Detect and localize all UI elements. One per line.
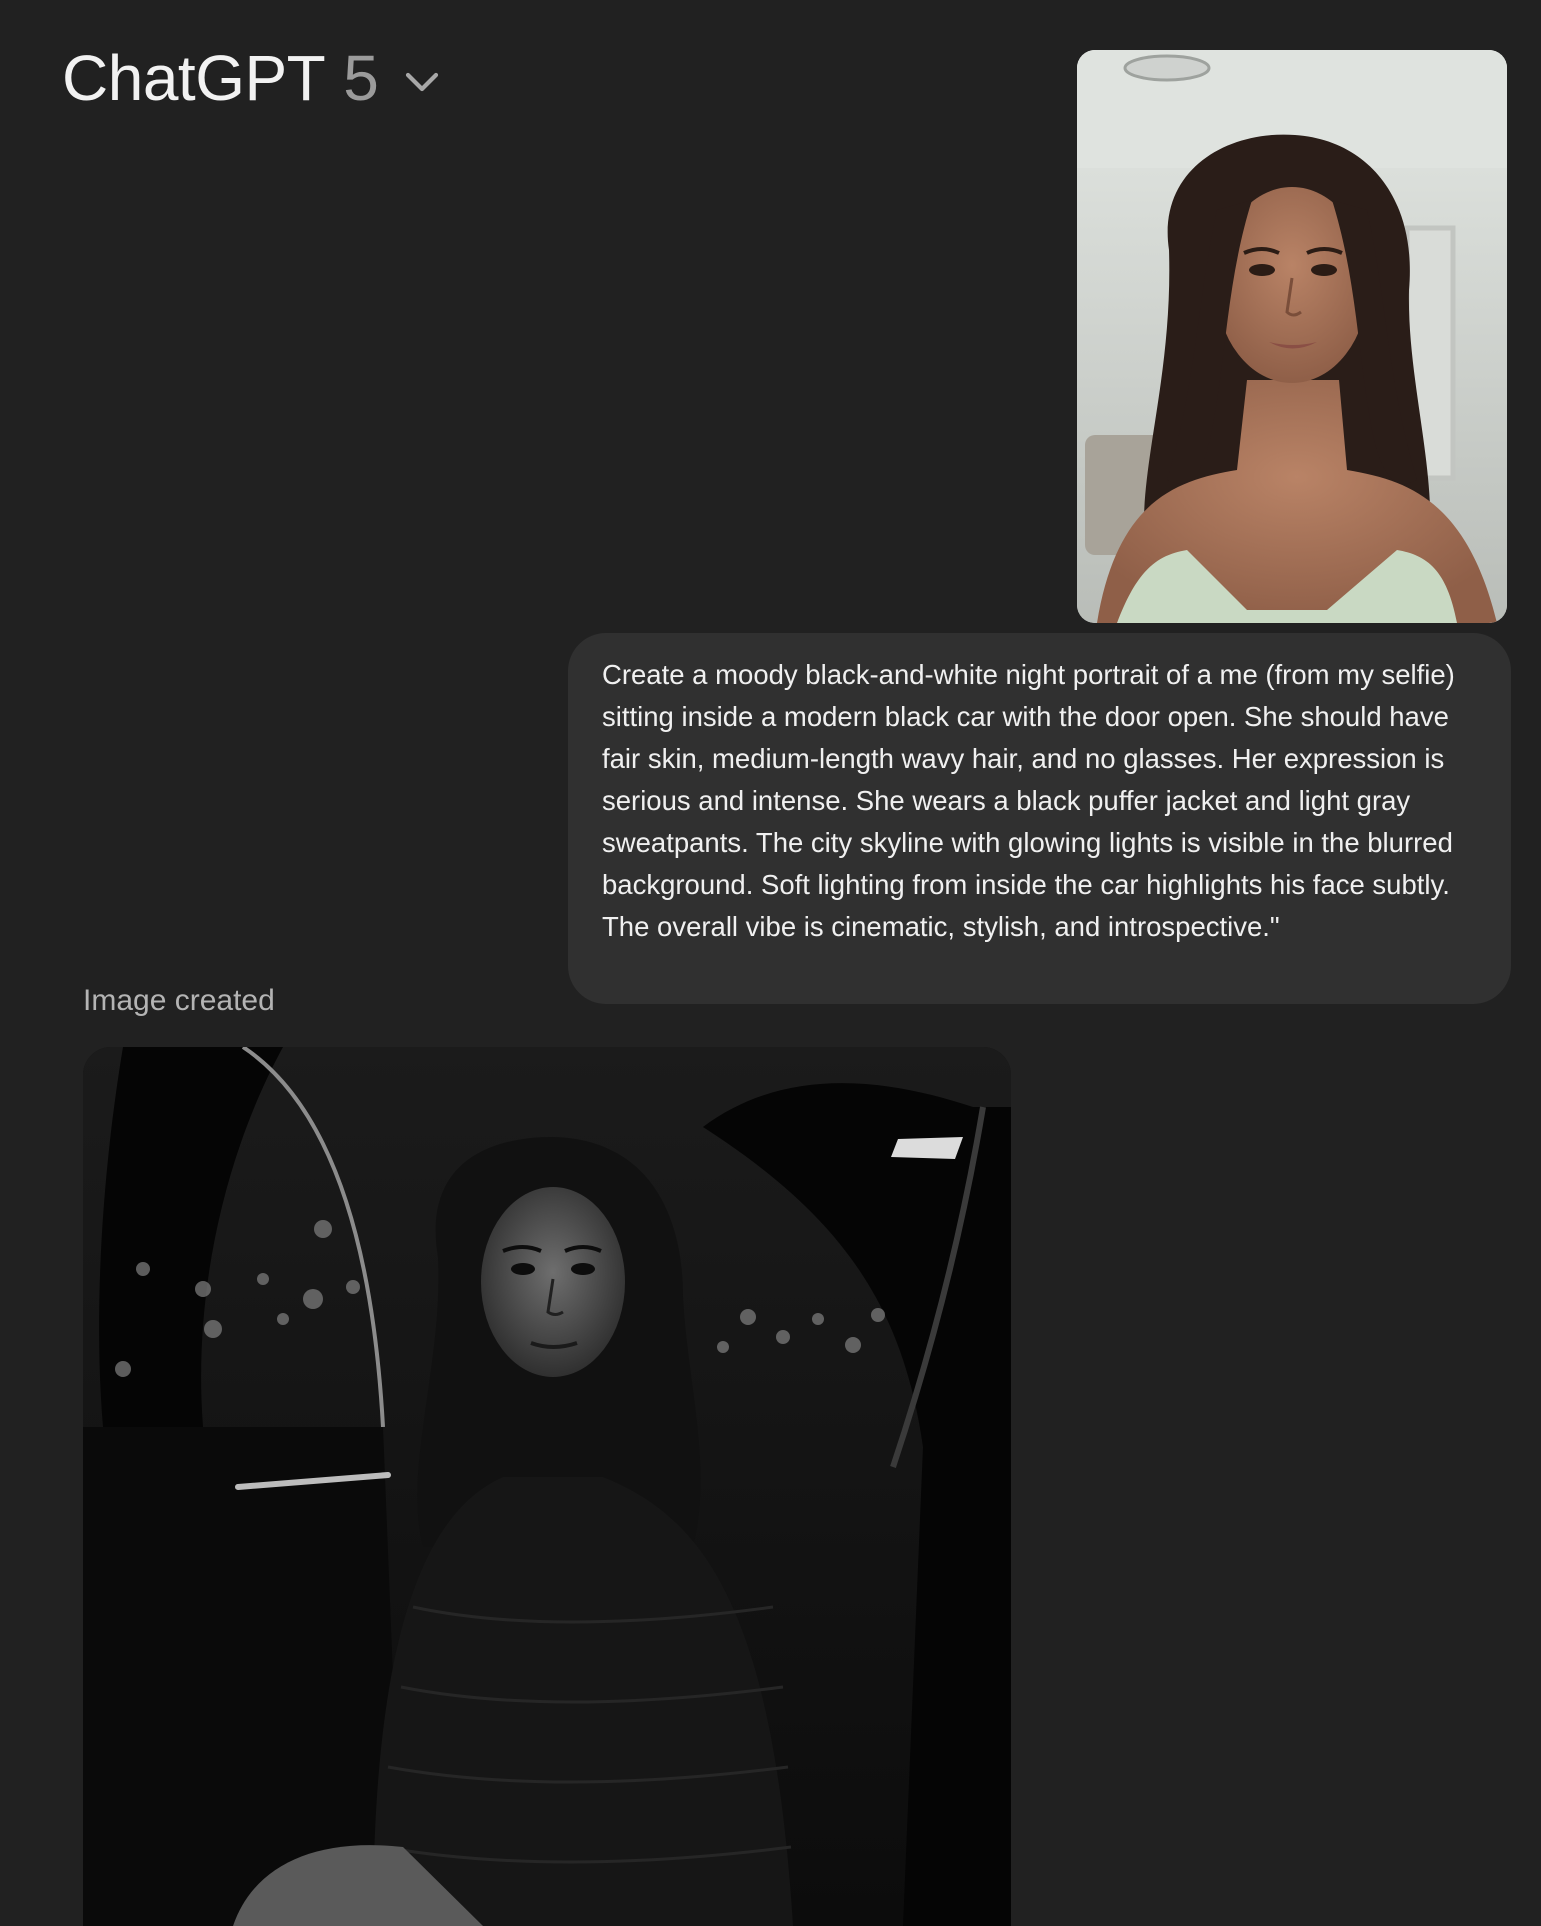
user-message-bubble: Create a moody black-and-white night portrait of a me (from my selfie) sitting inside a modern black car with the door open. She should have fair skin, medium-length wavy hair, and no glasses. Her expression is serious and intense. She wears a black puffer jacket and light gray sweatpants. The city skyline with glowing lights is visible in the blurred background. Soft lighting from inside the car highlights his face subtly. The overall vibe is cinematic, stylish, and introspective." (568, 633, 1511, 1004)
generated-portrait-illustration (83, 1047, 1011, 1926)
user-attached-image[interactable] (1077, 50, 1507, 623)
selfie-illustration (1077, 50, 1507, 623)
model-switcher[interactable] (62, 38, 443, 118)
image-created-status: Image created (83, 984, 275, 1017)
model-name: ChatGPT (62, 42, 326, 114)
model-version: 5 (343, 42, 379, 114)
chevron-down-icon (401, 61, 443, 103)
generated-image[interactable] (83, 1047, 1011, 1926)
